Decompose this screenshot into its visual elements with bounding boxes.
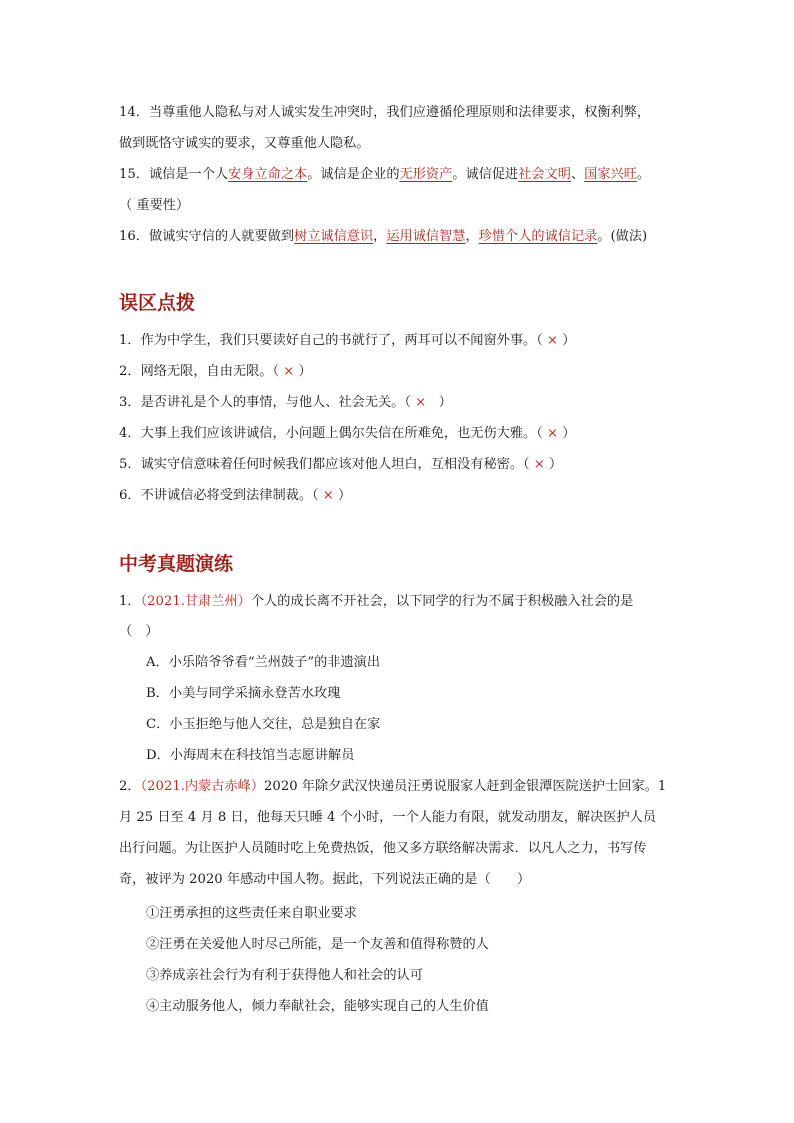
bracket: ） bbox=[558, 333, 576, 348]
cross-mark: × bbox=[283, 364, 295, 379]
statement: 6．不讲诚信必将受到法律制裁。（ bbox=[119, 488, 323, 503]
text: 。诚信是企业的 bbox=[307, 167, 400, 182]
text: 、 bbox=[570, 167, 585, 182]
statement: 3．是否讲礼是个人的事情，与他人、社会无关。（ bbox=[119, 395, 416, 410]
misconception-item bbox=[119, 455, 689, 475]
question-2-statement-2: ②汪勇在关爱他人时尽己所能，是一个友善和值得称赞的人 bbox=[146, 937, 489, 952]
question-1-option-d: D．小海周末在科技馆当志愿讲解员 bbox=[146, 748, 355, 763]
statement: 4．大事上我们应该讲诚信，小问题上偶尔失信在所难免，也无伤大雅。（ bbox=[119, 426, 547, 441]
blank-answer: 安身立命之本 bbox=[228, 167, 308, 182]
section-heading-exam-practice: 中考真题演练 bbox=[119, 553, 234, 575]
question-2-statement-3: ③养成亲社会行为有利于获得他人和社会的认可 bbox=[146, 968, 423, 983]
statement: 2．网络无限，自由无限。（ bbox=[119, 364, 284, 379]
misconception-item bbox=[119, 393, 689, 413]
text: 15．诚信是一个人 bbox=[119, 167, 229, 182]
blank-answer: 运用诚信智慧 bbox=[386, 229, 466, 244]
text: ， bbox=[373, 229, 387, 244]
question-text: 个人的成长离不开社会，以下同学的行为不属于积极融入社会的是 bbox=[250, 594, 634, 609]
bracket: ） bbox=[558, 426, 576, 441]
statement: 5．诚实守信意味着任何时候我们都应该对他人坦白，互相没有秘密。（ bbox=[119, 457, 534, 472]
question-1-stem bbox=[119, 592, 689, 612]
question-text: 2020 年除夕武汉快递员汪勇说服家人赶到金银潭医院送护士回家。1 bbox=[264, 779, 667, 794]
statement: 1．作为中学生，我们只要读好自己的书就行了，两耳可以不闻窗外事。（ bbox=[119, 333, 547, 348]
blank-answer: 国家兴旺 bbox=[584, 167, 637, 182]
bracket: ） bbox=[294, 364, 312, 379]
question-2-stem-line-2: 月 25 日至 4 月 8 日，他每天只睡 4 个小时，一个人能力有限，就发动朋友，解决医护人员 bbox=[119, 810, 657, 825]
text: ， bbox=[465, 229, 479, 244]
text: 。(做法) bbox=[597, 229, 648, 244]
cross-mark: × bbox=[533, 457, 545, 472]
question-1-option-b: B．小美与同学采摘永登苦水玫瑰 bbox=[146, 686, 341, 701]
cross-mark: × bbox=[322, 488, 334, 503]
question-2-statement-1: ①汪勇承担的这些责任来自职业要求 bbox=[146, 906, 357, 921]
cross-mark: × bbox=[415, 395, 427, 410]
misconception-item bbox=[119, 424, 689, 444]
question-2-stem-line-3: 出行问题。为让医护人员随时吃上免费热饭，他又多方联络解决需求．以凡人之力，书写传 bbox=[119, 841, 647, 856]
cross-mark: × bbox=[546, 333, 559, 348]
question-1-bracket: （ ） bbox=[119, 624, 159, 639]
blank-answer: 社会文明 bbox=[518, 167, 571, 182]
blank-answer: 珍惜个人的诚信记录 bbox=[478, 229, 598, 244]
section-heading-misconceptions: 误区点拨 bbox=[119, 292, 196, 314]
blank-answer: 树立诚信意识 bbox=[294, 229, 374, 244]
bracket: ） bbox=[333, 488, 352, 503]
bracket: ） bbox=[544, 457, 563, 472]
question-source: （2021.甘肃兰州） bbox=[140, 594, 251, 609]
question-1-option-a: A．小乐陪爷爷看“兰州鼓子”的非遗演出 bbox=[146, 655, 381, 670]
bracket: ） bbox=[426, 395, 452, 410]
question-2-stem-line-1 bbox=[119, 777, 689, 797]
question-number: 1． bbox=[119, 594, 141, 609]
question-source: （2021.内蒙古赤峰） bbox=[140, 779, 265, 794]
item-14-line-1: 14．当尊重他人隐私与对人诚实发生冲突时，我们应遵循伦理原则和法律要求，权衡利弊， bbox=[119, 105, 651, 120]
misconception-item bbox=[119, 486, 689, 506]
text: 。诚信促进 bbox=[452, 167, 519, 182]
question-2-statement-4: ④主动服务他人，倾力奉献社会，能够实现自己的人生价值 bbox=[146, 999, 489, 1014]
question-number: 2． bbox=[119, 779, 141, 794]
text: 16．做诚实守信的人就要做到 bbox=[119, 229, 295, 244]
misconception-item bbox=[119, 331, 689, 351]
question-2-stem-line-4: 奇，被评为 2020 年感动中国人物。据此，下列说法正确的是（ ） bbox=[119, 872, 531, 887]
blank-answer: 无形资产 bbox=[399, 167, 453, 182]
item-14-line-2: 做到既恪守诚实的要求，又尊重他人隐私。 bbox=[119, 136, 370, 151]
misconception-item bbox=[119, 362, 689, 382]
question-1-option-c: C．小玉拒绝与他人交往，总是独自在家 bbox=[146, 717, 381, 732]
text: 。 bbox=[636, 167, 651, 182]
item-15-line-2: （ 重要性） bbox=[119, 198, 190, 213]
item-16 bbox=[119, 227, 689, 247]
cross-mark: × bbox=[546, 426, 559, 441]
item-15-line-1 bbox=[119, 165, 689, 185]
